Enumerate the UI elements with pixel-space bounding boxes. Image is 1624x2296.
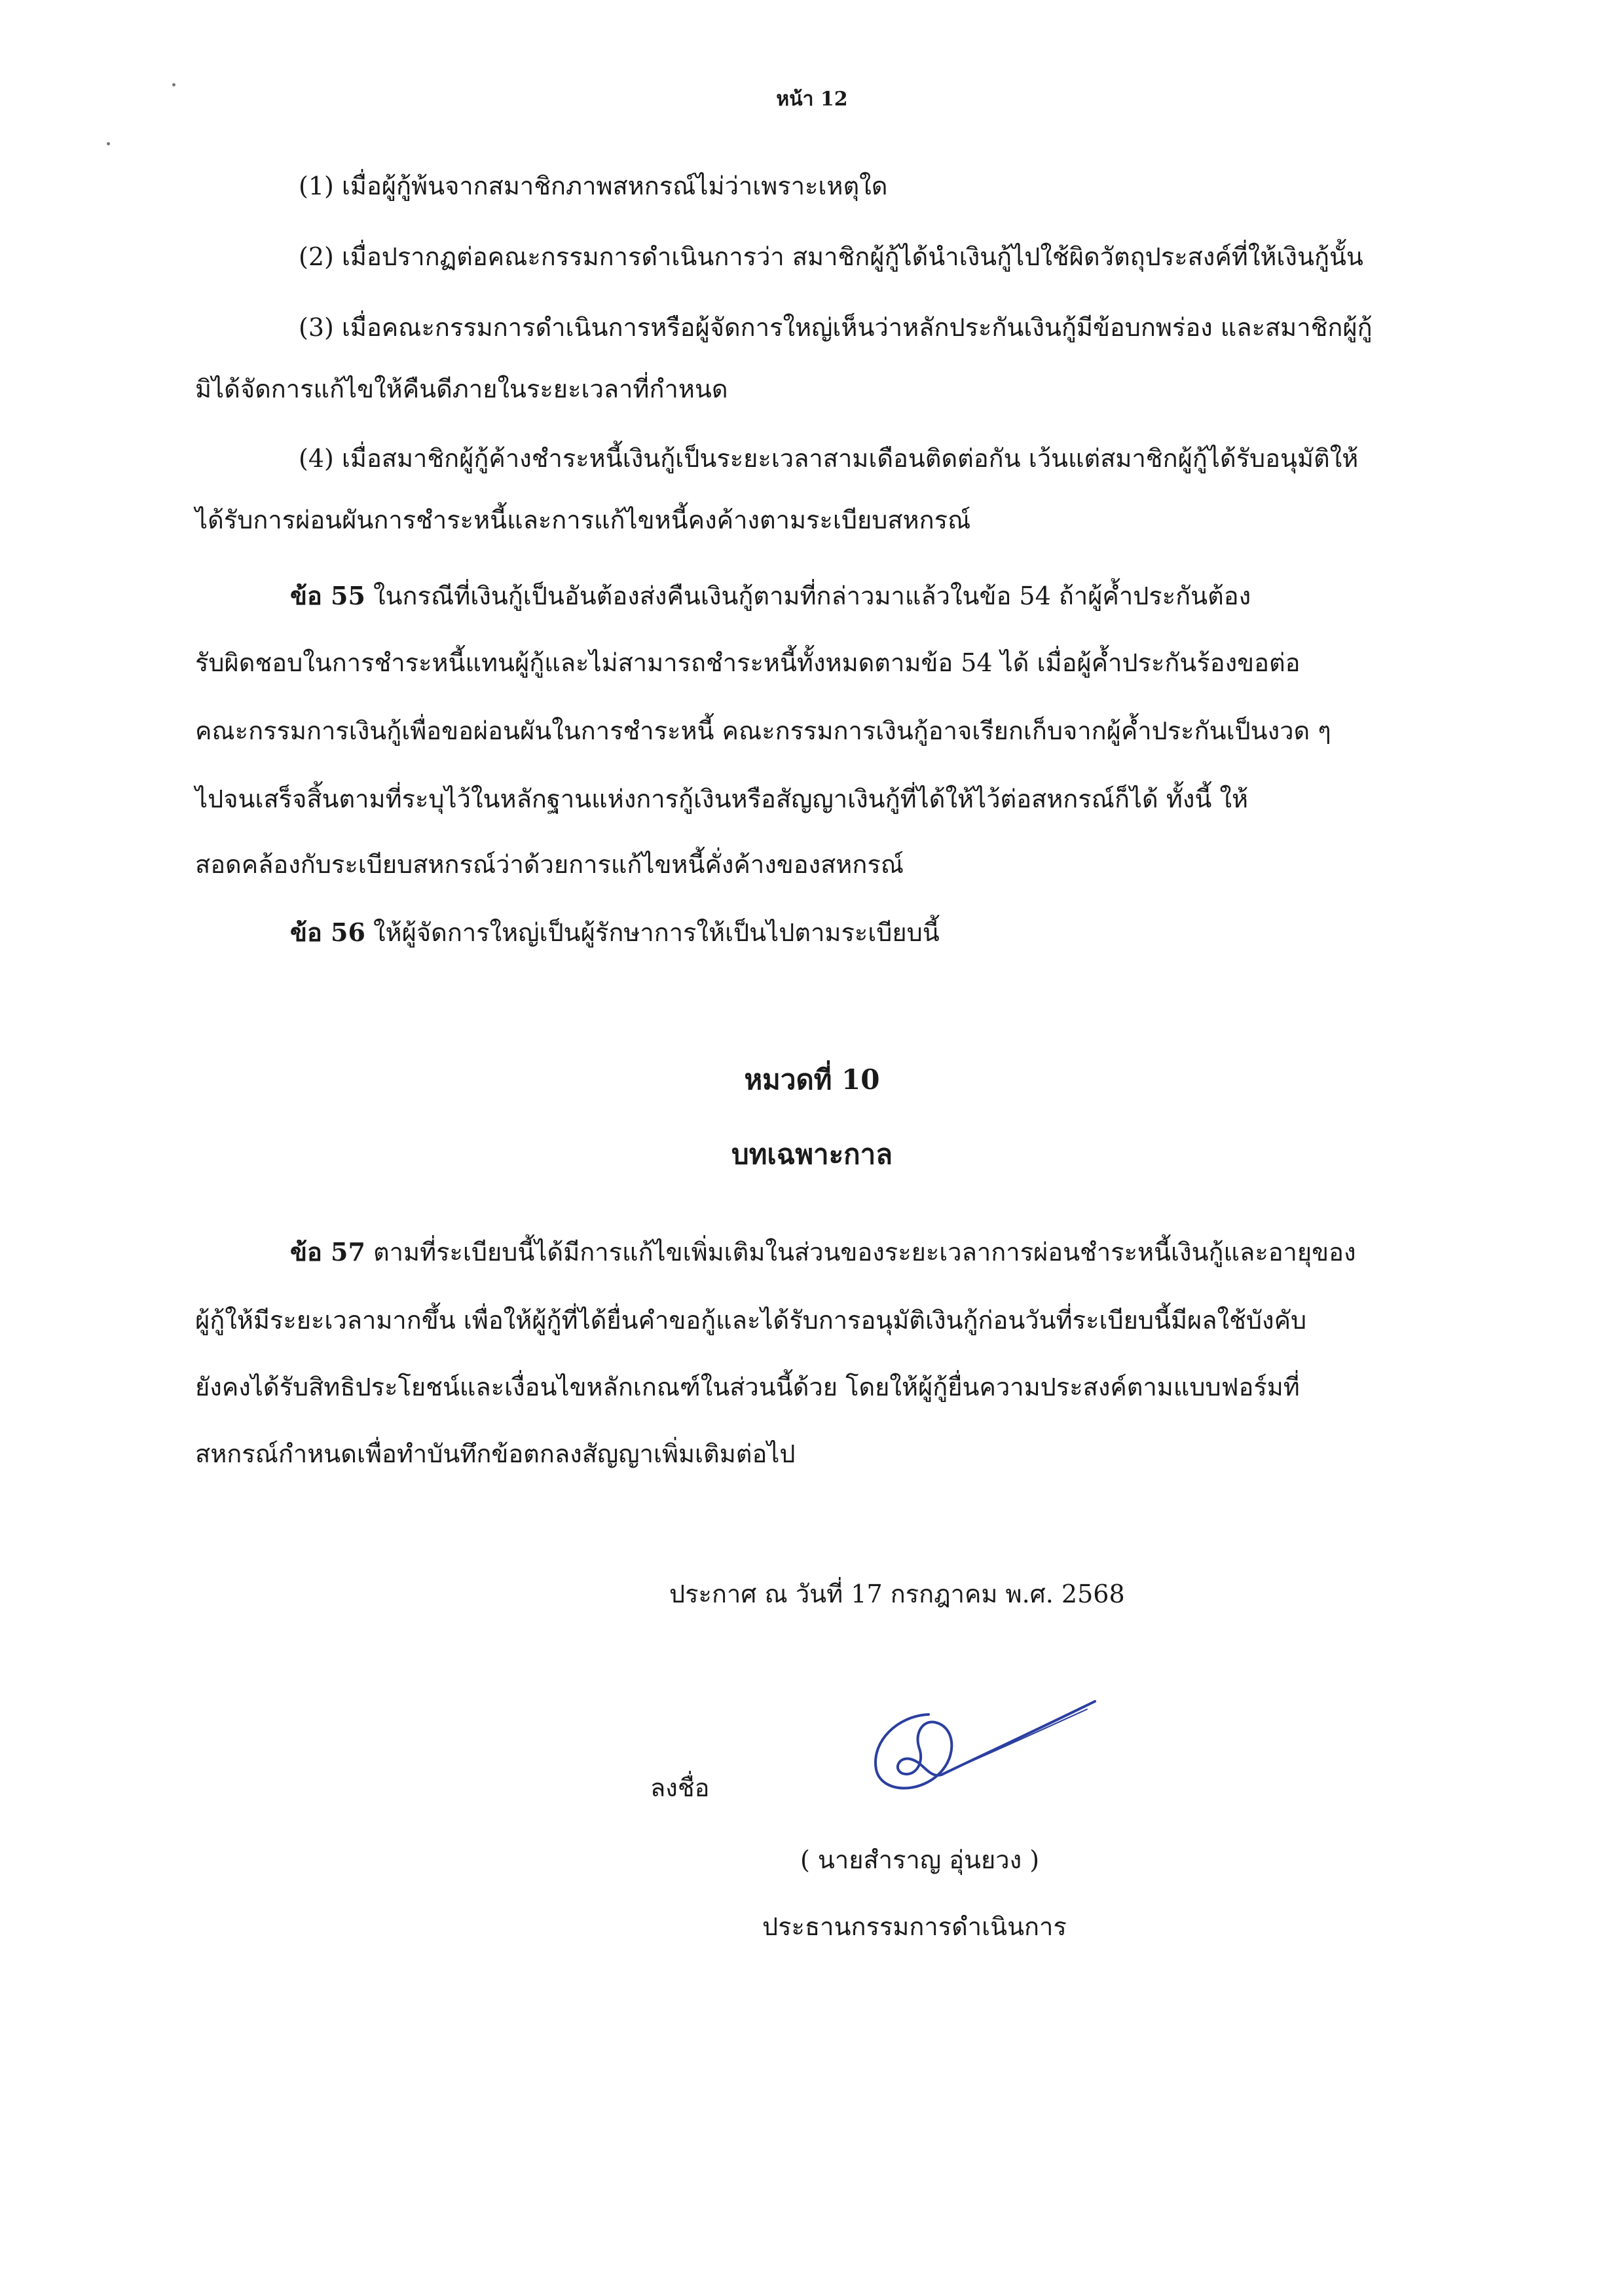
- announcement-date: ประกาศ ณ วันที่ 17 กรกฎาคม พ.ศ. 2568: [669, 1580, 1125, 1608]
- article-55-line-1: [290, 580, 1251, 612]
- article-57-text: ตามที่ระเบียบนี้ได้มีการแก้ไขเพิ่มเติมในส่วนของระยะเวลาการผ่อนชำระหนี้เงินกู้และอายุของ: [365, 1238, 1356, 1267]
- clause-4-line-2: ได้รับการผ่อนผันการชำระหนี้และการแก้ไขหนี้คงค้างตามระเบียบสหกรณ์: [195, 506, 971, 534]
- article-56-label: ข้อ 56: [290, 917, 365, 947]
- sign-label: ลงชื่อ: [650, 1773, 710, 1802]
- clause-4-line-1: (4) เมื่อสมาชิกผู้กู้ค้างชำระหนี้เงินกู้เป็นระยะเวลาสามเดือนติดต่อกัน เว้นแต่สมาชิกผู้กู้ได้รับอนุมัติให้: [299, 444, 1359, 473]
- article-55-line-2: รับผิดชอบในการชำระหนี้แทนผู้กู้และไม่สามารถชำระหนี้ทั้งหมดตามข้อ 54 ได้ เมื่อผู้ค้ำประกันร้องขอต่อ: [195, 648, 1301, 677]
- signature-mark: [851, 1696, 1100, 1807]
- article-56: [290, 917, 940, 948]
- clause-3-line-2: มิได้จัดการแก้ไขให้คืนดีภายในระยะเวลาที่กำหนด: [195, 375, 728, 403]
- chapter-number: หมวดที่ 10: [744, 1064, 880, 1096]
- article-55-line-3: คณะกรรมการเงินกู้เพื่อขอผ่อนผันในการชำระหนี้ คณะกรรมการเงินกู้อาจเรียกเก็บจากผู้ค้ำประกันเป็นงวด ๆ: [195, 716, 1331, 745]
- scan-speck: [107, 142, 110, 145]
- chapter-title: บทเฉพาะกาล: [731, 1138, 893, 1170]
- signatory-position: ประธานกรรมการดำเนินการ: [762, 1912, 1067, 1941]
- article-55-line-4: ไปจนเสร็จสิ้นตามที่ระบุไว้ในหลักฐานแห่งการกู้เงินหรือสัญญาเงินกู้ที่ได้ให้ไว้ต่อสหกรณ์ก็ได้ ทั้งนี้ ให้: [195, 785, 1249, 813]
- article-57-label: ข้อ 57: [290, 1237, 365, 1267]
- article-57-line-1: [290, 1236, 1356, 1268]
- clause-1: (1) เมื่อผู้กู้พ้นจากสมาชิกภาพสหกรณ์ไม่ว่าเพราะเหตุใด: [299, 172, 888, 200]
- article-56-text: ให้ผู้จัดการใหญ่เป็นผู้รักษาการให้เป็นไปตามระเบียบนี้: [365, 918, 940, 947]
- article-55-text: ในกรณีที่เงินกู้เป็นอันต้องส่งคืนเงินกู้ตามที่กล่าวมาแล้วในข้อ 54 ถ้าผู้ค้ำประกันต้อง: [365, 582, 1251, 610]
- article-55-line-5: สอดคล้องกับระเบียบสหกรณ์ว่าด้วยการแก้ไขหนี้คั่งค้างของสหกรณ์: [195, 850, 904, 879]
- signatory-name: ( นายสำราญ อุ่นยวง ): [800, 1845, 1040, 1874]
- article-57-line-2: ผู้กู้ให้มีระยะเวลามากขึ้น เพื่อให้ผู้กู้ที่ได้ยื่นคำขอกู้และได้รับการอนุมัติเงินกู้ก่อนวันที่ระเบียบนี้มีผลใช้บังคับ: [195, 1306, 1307, 1335]
- article-57-line-4: สหกรณ์กำหนดเพื่อทำบันทึกข้อตกลงสัญญาเพิ่มเติมต่อไป: [195, 1439, 796, 1468]
- article-55-label: ข้อ 55: [290, 581, 365, 610]
- clause-2: (2) เมื่อปรากฏต่อคณะกรรมการดำเนินการว่า สมาชิกผู้กู้ได้นำเงินกู้ไปใช้ผิดวัตถุประสงค์ที่ให้เงินกู้นั้น: [299, 242, 1363, 271]
- article-57-line-3: ยังคงได้รับสิทธิประโยชน์และเงื่อนไขหลักเกณฑ์ในส่วนนี้ด้วย โดยให้ผู้กู้ยื่นความประสงค์ตามแบบฟอร์มที่: [195, 1373, 1300, 1401]
- clause-3-line-1: (3) เมื่อคณะกรรมการดำเนินการหรือผู้จัดการใหญ่เห็นว่าหลักประกันเงินกู้มีข้อบกพร่อง และสมาชิกผู้กู้: [299, 313, 1373, 342]
- page-number: หน้า 12: [776, 88, 848, 111]
